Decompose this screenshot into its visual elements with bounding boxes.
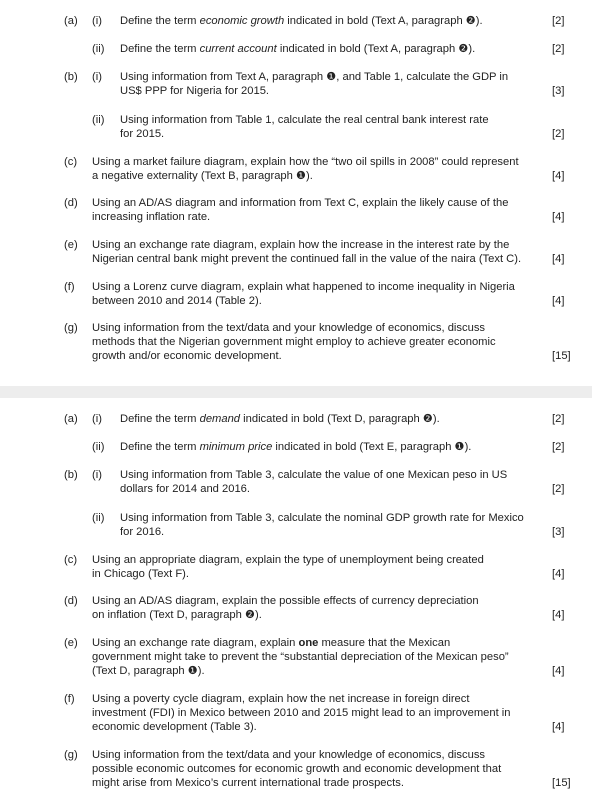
- question-text: Using information from the text/data and your knowledge of economics, discuss methods that the Nigerian government might employ to achieve greater economic growth and/or economic development.: [92, 322, 496, 362]
- marks-label: [4]: [552, 211, 565, 223]
- marks-label: [15]: [552, 777, 571, 789]
- question-label: (d): [64, 595, 78, 607]
- question-text: Using information from Table 3, calculate the value of one Mexican peso in US dollars for 2014 and 2016.: [120, 469, 508, 495]
- question-label: (f): [64, 281, 75, 293]
- marks-label: [2]: [552, 15, 565, 27]
- question-sublabel: (i): [92, 469, 102, 481]
- question-label: (d): [64, 197, 78, 209]
- marks-label: [4]: [552, 721, 565, 733]
- marks-label: [2]: [552, 128, 565, 140]
- marks-label: [3]: [552, 526, 565, 538]
- question-text: Define the term economic growth indicated in bold (Text A, paragraph ❷).: [120, 15, 483, 27]
- question-text: Using a Lorenz curve diagram, explain what happened to income inequality in Nigeria between 2010 and 2014 (Table 2).: [92, 281, 515, 307]
- question-text: Using an exchange rate diagram, explain how the increase in the interest rate by the Nigerian central bank might prevent the continued fall in the value of the naira (Text C).: [92, 239, 522, 265]
- question-text: Using an exchange rate diagram, explain one measure that the Mexican government might take to prevent the “substantial depreciation of the Mexican peso” (Text D, paragraph ❶).: [92, 637, 509, 677]
- marks-label: [2]: [552, 413, 565, 425]
- question-label: (g): [64, 322, 78, 334]
- question-sublabel: (i): [92, 413, 102, 425]
- question-sublabel: (i): [92, 15, 102, 27]
- question-sublabel: (ii): [92, 441, 105, 453]
- question-text: Using information from the text/data and your knowledge of economics, discuss possible economic outcomes for economic growth and economic development that might arise from Mexico’s current international trade prospects.: [92, 749, 502, 789]
- question-text: Using information from Table 3, calculate the nominal GDP growth rate for Mexico for 2016.: [120, 512, 524, 538]
- marks-label: [3]: [552, 85, 565, 97]
- marks-label: [4]: [552, 170, 565, 182]
- question-label: (g): [64, 749, 78, 761]
- marks-label: [4]: [552, 609, 565, 621]
- question-panel-mexico: [0, 398, 592, 811]
- question-label: (c): [64, 156, 78, 168]
- question-text: Using an appropriate diagram, explain the type of unemployment being created in Chicago (Text F).: [92, 554, 484, 580]
- marks-label: [15]: [552, 350, 571, 362]
- marks-label: [4]: [552, 253, 565, 265]
- marks-label: [4]: [552, 665, 565, 677]
- question-label: (a): [64, 413, 78, 425]
- question-label: (c): [64, 554, 78, 566]
- marks-label: [4]: [552, 568, 565, 580]
- question-text: Define the term demand indicated in bold (Text D, paragraph ❷).: [120, 413, 440, 425]
- question-label: (f): [64, 693, 75, 705]
- question-text: Using a market failure diagram, explain how the “two oil spills in 2008” could represent a negative externality (Text B, paragraph ❶).: [92, 156, 519, 182]
- question-label: (e): [64, 637, 78, 649]
- question-label: (a): [64, 15, 78, 27]
- question-panel-nigeria: [0, 0, 592, 386]
- question-sublabel: (ii): [92, 512, 105, 524]
- question-sublabel: (ii): [92, 43, 105, 55]
- question-sublabel: (ii): [92, 114, 105, 126]
- question-label: (b): [64, 469, 78, 481]
- marks-label: [2]: [552, 441, 565, 453]
- question-text: Using information from Text A, paragraph ❶, and Table 1, calculate the GDP in US$ PPP for Nigeria for 2015.: [120, 71, 509, 97]
- question-text: Using an AD/AS diagram, explain the possible effects of currency depreciation on inflation (Text D, paragraph ❷).: [92, 595, 479, 621]
- question-text: Define the term current account indicated in bold (Text A, paragraph ❷).: [120, 43, 476, 55]
- marks-label: [2]: [552, 483, 565, 495]
- question-label: (e): [64, 239, 78, 251]
- question-text: Using information from Table 1, calculate the real central bank interest rate for 2015.: [120, 114, 489, 140]
- question-text: Define the term minimum price indicated in bold (Text E, paragraph ❶).: [120, 441, 472, 453]
- marks-label: [2]: [552, 43, 565, 55]
- question-label: (b): [64, 71, 78, 83]
- marks-label: [4]: [552, 295, 565, 307]
- question-text: Using an AD/AS diagram and information from Text C, explain the likely cause of the increasing inflation rate.: [92, 197, 509, 223]
- question-sublabel: (i): [92, 71, 102, 83]
- question-text: Using a poverty cycle diagram, explain how the net increase in foreign direct investment (FDI) in Mexico between 2010 and 2015 might lead to an improvement in economic development (Table 3).: [92, 693, 511, 733]
